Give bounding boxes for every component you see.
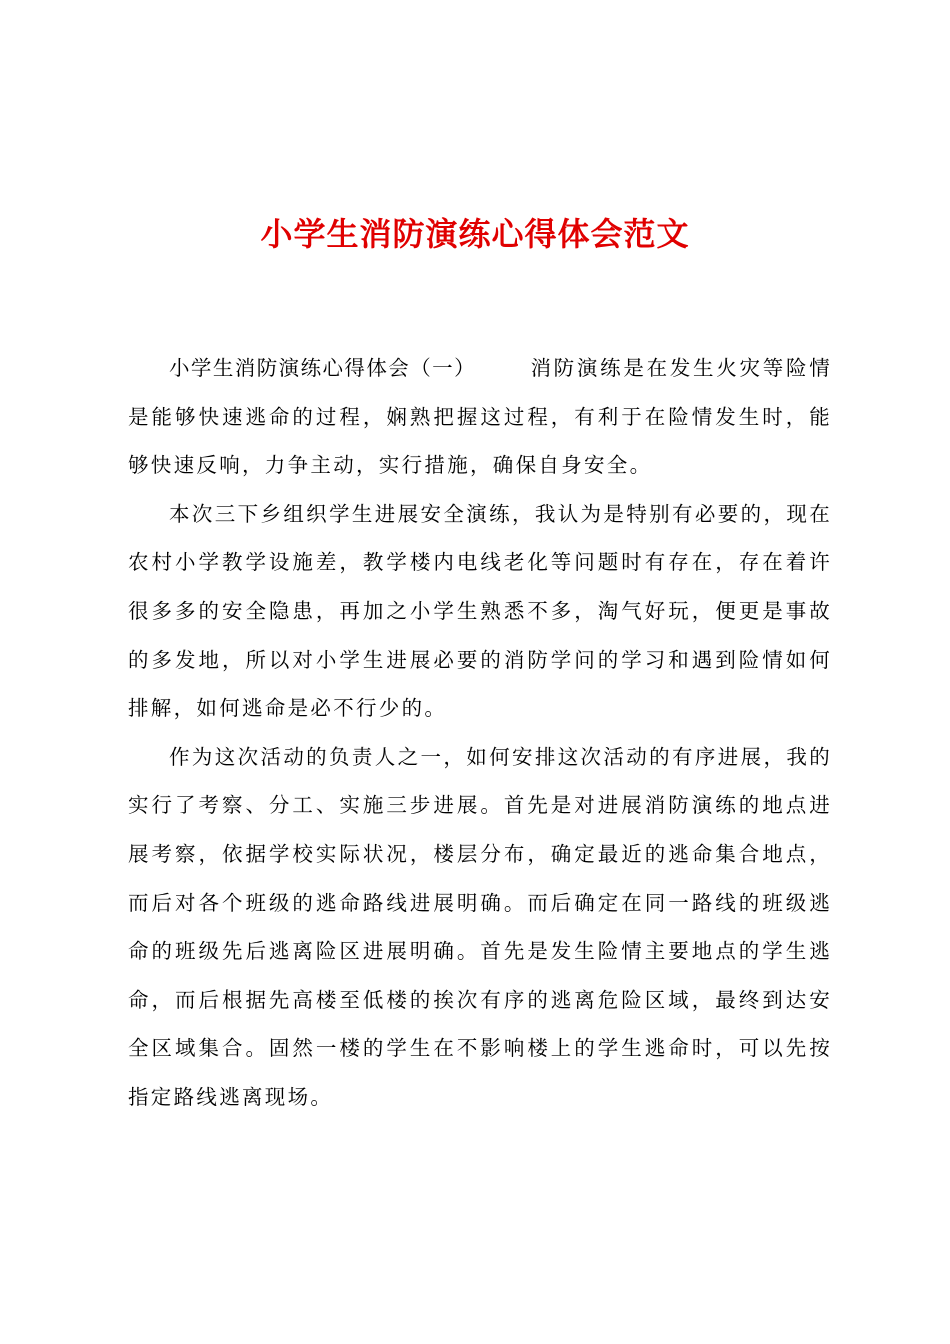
paragraph-heading: 小学生消防演练心得体会（一） xyxy=(169,356,477,380)
paragraph-1 xyxy=(128,344,832,490)
paragraph-text: 消防演练是在发生火灾等险情是能够快速逃命的过程，娴熟把握这过程，有利于在险情发生时，能够快速反响，力争主动，实行措施，确保自身安全。 xyxy=(128,356,832,478)
document-title: 小学生消防演练心得体会范文 xyxy=(260,215,690,253)
paragraph-2: 本次三下乡组织学生进展安全演练，我认为是特别有必要的，现在农村小学教学设施差，教学楼内电线老化等问题时有存在，存在着许很多多的安全隐患，再加之小学生熟悉不多，淘气好玩，便更是事故的多发地，所以对小学生进展必要的消防学问的学习和遇到险情如何排解，如何逃命是必不行少的。 xyxy=(128,501,832,721)
paragraph-3: 作为这次活动的负责人之一，如何安排这次活动的有序进展，我的实行了考察、分工、实施三步进展。首先是对进展消防演练的地点进展考察，依据学校实际状况，楼层分布，确定最近的逃命集合地点，而后对各个班级的逃命路线进展明确。而后确定在同一路线的班级逃命的班级先后逃离险区进展明确。首先是发生险情主要地点的学生逃命，而后根据先高楼至低楼的挨次有序的逃离危险区域，最终到达安全区域集合。固然一楼的学生在不影响楼上的学生逃命时，可以先按指定路线逃离现场。 xyxy=(128,744,832,1109)
document-body xyxy=(128,344,832,1122)
